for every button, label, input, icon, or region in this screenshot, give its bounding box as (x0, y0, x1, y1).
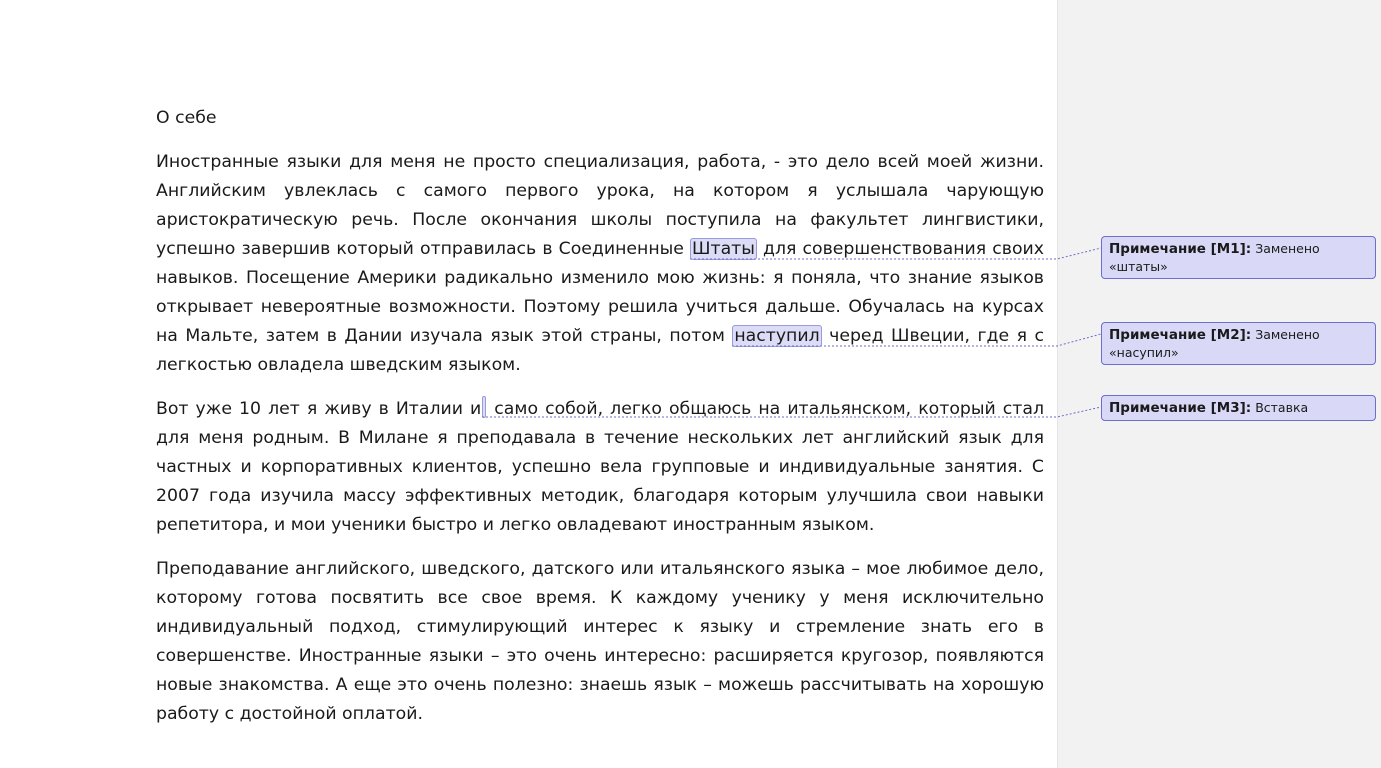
comment-label-m2: Примечание [M2]: (1109, 327, 1252, 343)
comment-balloon-m1[interactable] (1101, 236, 1376, 279)
comment-anchor-m3[interactable] (482, 396, 486, 418)
comment-balloon-m2[interactable] (1101, 322, 1376, 365)
markup-area (1057, 0, 1381, 768)
comment-anchor-m1[interactable]: Штаты (692, 239, 755, 259)
paragraph-1[interactable] (156, 148, 1044, 380)
paragraph-1-text-b: для совершенствования своих навыков. Посещение Америки радикально изменило мою жизнь: я поняла, что знание языков открывает невероятные возможности. Поэтому решила учиться дальше. Обучалась на курсах на Мальте, затем в Дании изучала язык этой страны, потом (156, 239, 1044, 346)
comment-label-m1: Примечание [M1]: (1109, 241, 1252, 257)
comment-text-m1: Заменено «штаты» (1109, 241, 1320, 274)
paragraph-1-text-a: Иностранные языки для меня не просто специализация, работа, - это дело всей моей жизни. Английским увлеклась с самого первого урока, на котором я услышала чарующую аристократическую речь. После окончания школы поступила на факультет лингвистики, успешно завершив который отправилась в Соединенные (156, 152, 1044, 259)
paragraph-1-text-c: черед Швеции, где я с легкостью овладела шведским языком. (156, 326, 1044, 375)
document-heading: О себе (156, 108, 217, 128)
paragraph-3[interactable]: Преподавание английского, шведского, датского или итальянского языка – мое любимое дело, которому готова посвятить все свое время. К каждому ученику у меня исключительно индивидуальный подход, стимулирующий интерес к языку и стремление знать его в совершенстве. Иностранные языки – это очень интересно: расширяется кругозор, появляются новые знакомства. А еще это очень полезно: знаешь язык – можешь рассчитывать на хорошую работу с достойной оплатой. (156, 559, 1044, 724)
document-body[interactable] (156, 104, 1044, 744)
comment-label-m3: Примечание [M3]: (1109, 400, 1252, 416)
paragraph-2-text-a: Вот уже 10 лет я живу в Италии и (156, 399, 482, 419)
paragraph-2[interactable] (156, 395, 1044, 540)
comment-text-m3: Вставка (1255, 400, 1309, 415)
comment-text-m2: Заменено «насупил» (1109, 327, 1320, 360)
comment-anchor-m2[interactable]: наступил (734, 326, 820, 346)
paragraph-2-text-b: само собой, легко общаюсь на итальянском, который стал для меня родным. В Милане я преподавала в течение нескольких лет английский язык для частных и корпоративных клиентов, успешно вела групповые и индивидуальные занятия. С 2007 года изучила массу эффективных методик, благодаря которым улучшила свои навыки репетитора, и мои ученики быстро и легко овладевают иностранным языком. (156, 399, 1044, 535)
comment-balloon-m3[interactable] (1101, 395, 1376, 421)
